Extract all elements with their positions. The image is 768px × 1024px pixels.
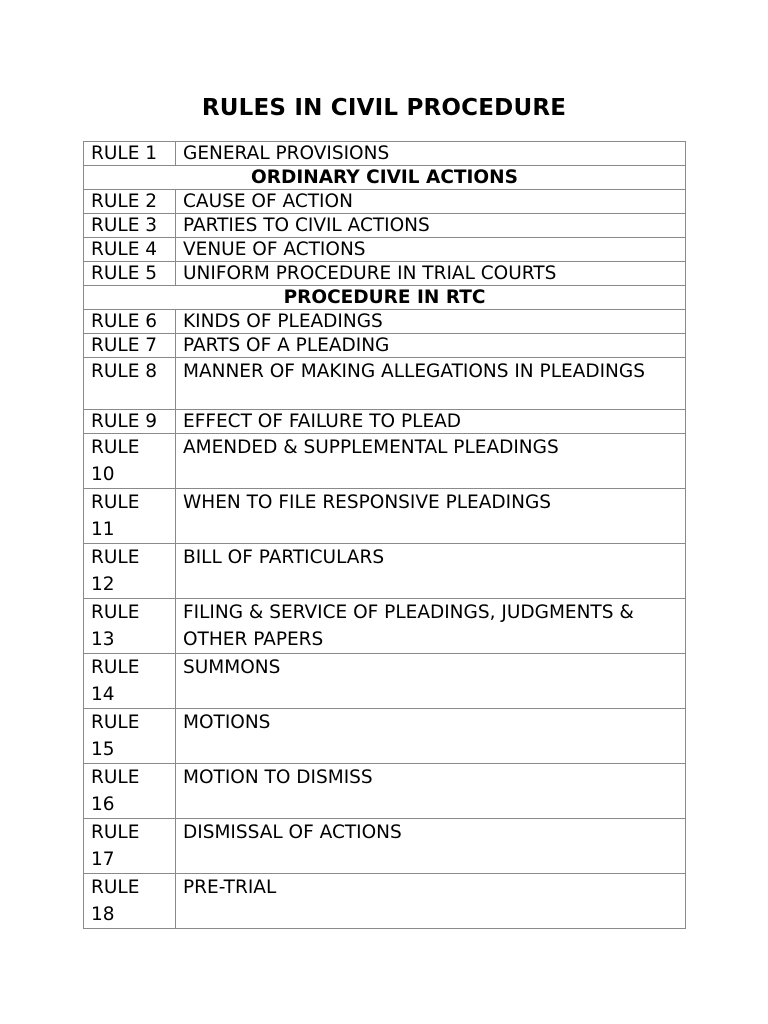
rule-title: KINDS OF PLEADINGS <box>176 310 686 334</box>
table-row <box>84 334 686 358</box>
rule-title: PRE-TRIAL <box>176 874 686 929</box>
section-heading: ORDINARY CIVIL ACTIONS <box>84 166 686 190</box>
table-row <box>84 434 686 489</box>
rule-number: RULE 5 <box>84 262 176 286</box>
rule-title: VENUE OF ACTIONS <box>176 238 686 262</box>
rule-number: RULE 1 <box>84 142 176 166</box>
rule-number: RULE 16 <box>84 764 176 819</box>
rule-title: PARTIES TO CIVIL ACTIONS <box>176 214 686 238</box>
rule-title: MOTION TO DISMISS <box>176 764 686 819</box>
table-row <box>84 544 686 599</box>
rule-number: RULE 4 <box>84 238 176 262</box>
rule-number: RULE 15 <box>84 709 176 764</box>
rule-title: AMENDED & SUPPLEMENTAL PLEADINGS <box>176 434 686 489</box>
rule-number: RULE 13 <box>84 599 176 654</box>
rule-number: RULE 3 <box>84 214 176 238</box>
rule-title: BILL OF PARTICULARS <box>176 544 686 599</box>
table-row <box>84 410 686 434</box>
section-heading: PROCEDURE IN RTC <box>84 286 686 310</box>
rule-number: RULE 18 <box>84 874 176 929</box>
rule-title: PARTS OF A PLEADING <box>176 334 686 358</box>
table-row <box>84 764 686 819</box>
table-row <box>84 874 686 929</box>
table-row <box>84 238 686 262</box>
table-row <box>84 599 686 654</box>
rule-title: SUMMONS <box>176 654 686 709</box>
rule-number: RULE 2 <box>84 190 176 214</box>
rule-number: RULE 6 <box>84 310 176 334</box>
table-row <box>84 489 686 544</box>
table-row <box>84 142 686 166</box>
table-row <box>84 358 686 410</box>
rule-number: RULE 8 <box>84 358 176 410</box>
rule-title: MANNER OF MAKING ALLEGATIONS IN PLEADINGS <box>176 358 686 410</box>
rule-title: GENERAL PROVISIONS <box>176 142 686 166</box>
table-row <box>84 819 686 874</box>
rule-title: FILING & SERVICE OF PLEADINGS, JUDGMENTS & OTHER PAPERS <box>176 599 686 654</box>
table-row <box>84 310 686 334</box>
section-header-row <box>84 286 686 310</box>
rule-title: EFFECT OF FAILURE TO PLEAD <box>176 410 686 434</box>
table-row <box>84 709 686 764</box>
table-row <box>84 262 686 286</box>
rule-title: CAUSE OF ACTION <box>176 190 686 214</box>
rules-table <box>83 141 686 929</box>
table-row <box>84 214 686 238</box>
rule-number: RULE 14 <box>84 654 176 709</box>
table-row <box>84 190 686 214</box>
rule-title: DISMISSAL OF ACTIONS <box>176 819 686 874</box>
section-header-row <box>84 166 686 190</box>
rule-number: RULE 9 <box>84 410 176 434</box>
rule-title: MOTIONS <box>176 709 686 764</box>
rule-title: UNIFORM PROCEDURE IN TRIAL COURTS <box>176 262 686 286</box>
table-row <box>84 654 686 709</box>
rule-number: RULE 17 <box>84 819 176 874</box>
rule-title: WHEN TO FILE RESPONSIVE PLEADINGS <box>176 489 686 544</box>
rule-number: RULE 12 <box>84 544 176 599</box>
rule-number: RULE 7 <box>84 334 176 358</box>
rule-number: RULE 10 <box>84 434 176 489</box>
document-title: RULES IN CIVIL PROCEDURE <box>201 95 567 121</box>
rule-number: RULE 11 <box>84 489 176 544</box>
